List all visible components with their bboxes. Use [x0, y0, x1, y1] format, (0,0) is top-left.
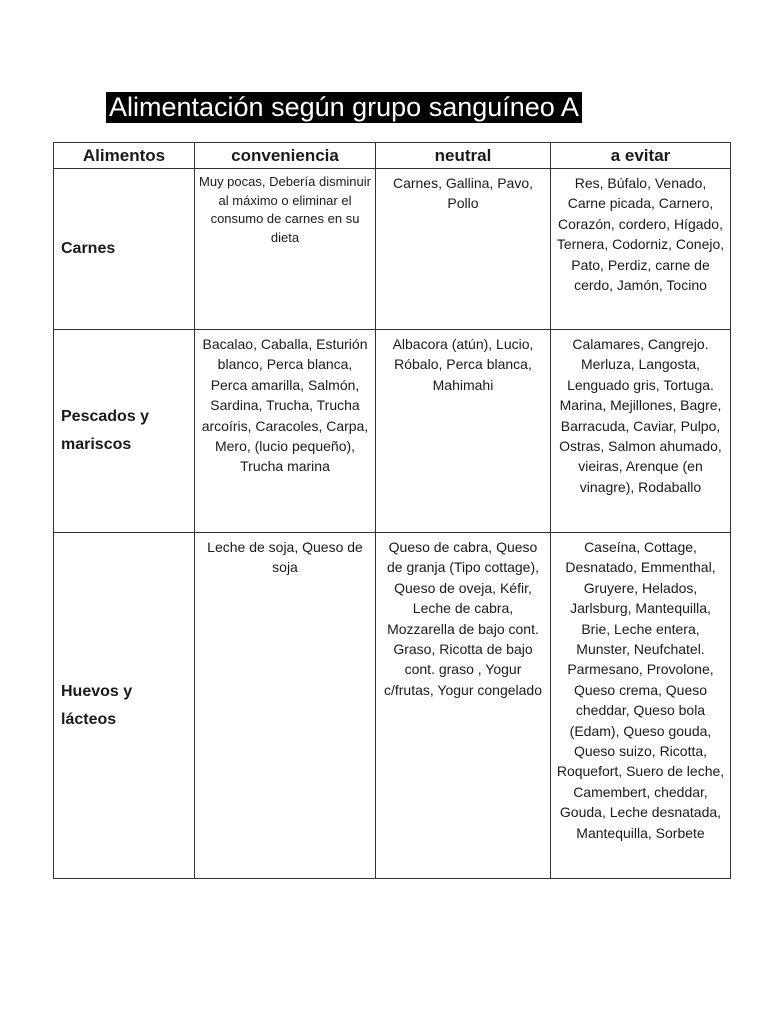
- row-category: Carnes: [54, 169, 195, 330]
- cell-conveniencia: Leche de soja, Queso de soja: [195, 533, 376, 879]
- cell-a-evitar: Calamares, Cangrejo. Merluza, Langosta, Lenguado gris, Tortuga. Marina, Mejillones, Bagre, Barracuda, Caviar, Pulpo, Ostras, Salmon ahumado, vieiras, Arenque (en vinagre), Rodaballo: [551, 330, 731, 533]
- cell-conveniencia: Bacalao, Caballa, Esturión blanco, Perca blanca, Perca amarilla, Salmón, Sardina, Trucha, Trucha arcoíris, Caracoles, Carpa, Mero, (lucio pequeño), Trucha marina: [195, 330, 376, 533]
- cell-neutral: Albacora (atún), Lucio, Róbalo, Perca blanca, Mahimahi: [376, 330, 551, 533]
- row-category: Pescados y mariscos: [54, 330, 195, 533]
- food-table: [53, 142, 731, 879]
- cell-a-evitar: Caseína, Cottage, Desnatado, Emmenthal, Gruyere, Helados, Jarlsburg, Mantequilla, Brie, Leche entera, Munster, Neufchatel. Parmesano, Provolone, Queso crema, Queso cheddar, Queso bola (Edam), Queso gouda, Queso suizo, Ricotta, Roquefort, Suero de leche, Camembert, cheddar, Gouda, Leche desnatada, Mantequilla, Sorbete: [551, 533, 731, 879]
- header-a-evitar: a evitar: [551, 143, 731, 169]
- header-neutral: neutral: [376, 143, 551, 169]
- cell-neutral: Carnes, Gallina, Pavo, Pollo: [376, 169, 551, 330]
- header-conveniencia: conveniencia: [195, 143, 376, 169]
- header-alimentos: Alimentos: [54, 143, 195, 169]
- cell-conveniencia: Muy pocas, Debería disminuir al máximo o eliminar el consumo de carnes en su dieta: [195, 169, 376, 330]
- table-row: [54, 330, 731, 533]
- table-header-row: [54, 143, 731, 169]
- table-row: [54, 533, 731, 879]
- row-category: Huevos y lácteos: [54, 533, 195, 879]
- table-row: [54, 169, 731, 330]
- cell-neutral: Queso de cabra, Queso de granja (Tipo cottage), Queso de oveja, Kéfir, Leche de cabra, Mozzarella de bajo cont. Graso, Ricotta de bajo cont. graso , Yogur c/frutas, Yogur congelado: [376, 533, 551, 879]
- cell-a-evitar: Res, Búfalo, Venado, Carne picada, Carnero, Corazón, cordero, Hígado, Ternera, Codorniz, Conejo, Pato, Perdiz, carne de cerdo, Jamón, Tocino: [551, 169, 731, 330]
- document-title: Alimentación según grupo sanguíneo A: [106, 92, 582, 123]
- title-block: [106, 92, 582, 123]
